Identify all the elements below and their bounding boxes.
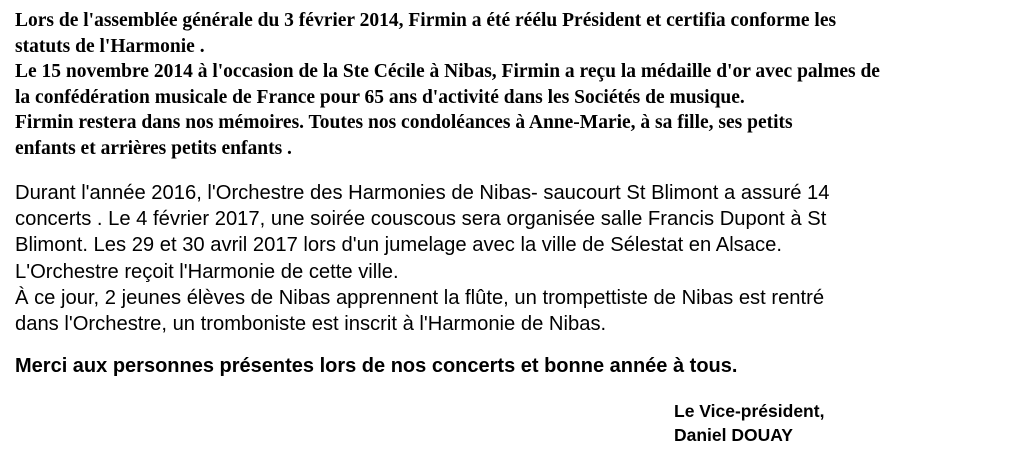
signature-role: Le Vice-président, xyxy=(674,401,825,421)
signature-name: Daniel DOUAY xyxy=(674,424,793,445)
thanks-line: Merci aux personnes présentes lors de nos concerts et bonne année à tous. xyxy=(15,355,738,377)
news-line: À ce jour, 2 jeunes élèves de Nibas apprennent la flûte, un trompettiste de Nibas est rentré xyxy=(15,286,825,309)
news-line: dans l'Orchestre, un tromboniste est inscrit à l'Harmonie de Nibas. xyxy=(15,313,607,336)
intro-line: la confédération musicale de France pour 65 ans d'activité dans les Sociétés de musique. xyxy=(15,86,745,108)
signature-block xyxy=(674,400,994,447)
news-line: L'Orchestre reçoit l'Harmonie de cette ville. xyxy=(15,260,399,283)
news-line: Durant l'année 2016, l'Orchestre des Harmonies de Nibas- saucourt St Blimont a assuré 14 xyxy=(15,182,830,204)
news-line: Blimont. Les 29 et 30 avril 2017 lors d'un jumelage avec la ville de Sélestat en Alsace. xyxy=(15,234,782,257)
intro-line: Lors de l'assemblée générale du 3 février 2014, Firmin a été réélu Président et certifia conforme les xyxy=(15,10,837,31)
intro-line: statuts de l'Harmonie . xyxy=(15,35,205,57)
news-line: concerts . Le 4 février 2017, une soirée couscous sera organisée salle Francis Dupont à St xyxy=(15,208,827,231)
intro-line: enfants et arrières petits enfants . xyxy=(15,137,292,159)
intro-line: Le 15 novembre 2014 à l'occasion de la Ste Cécile à Nibas, Firmin a reçu la médaille d'or avec palmes de xyxy=(15,61,880,82)
intro-paragraph xyxy=(15,8,1005,161)
intro-line: Firmin restera dans nos mémoires. Toutes nos condoléances à Anne-Marie, à sa fille, ses petits xyxy=(15,112,793,133)
news-paragraph xyxy=(15,180,1010,337)
